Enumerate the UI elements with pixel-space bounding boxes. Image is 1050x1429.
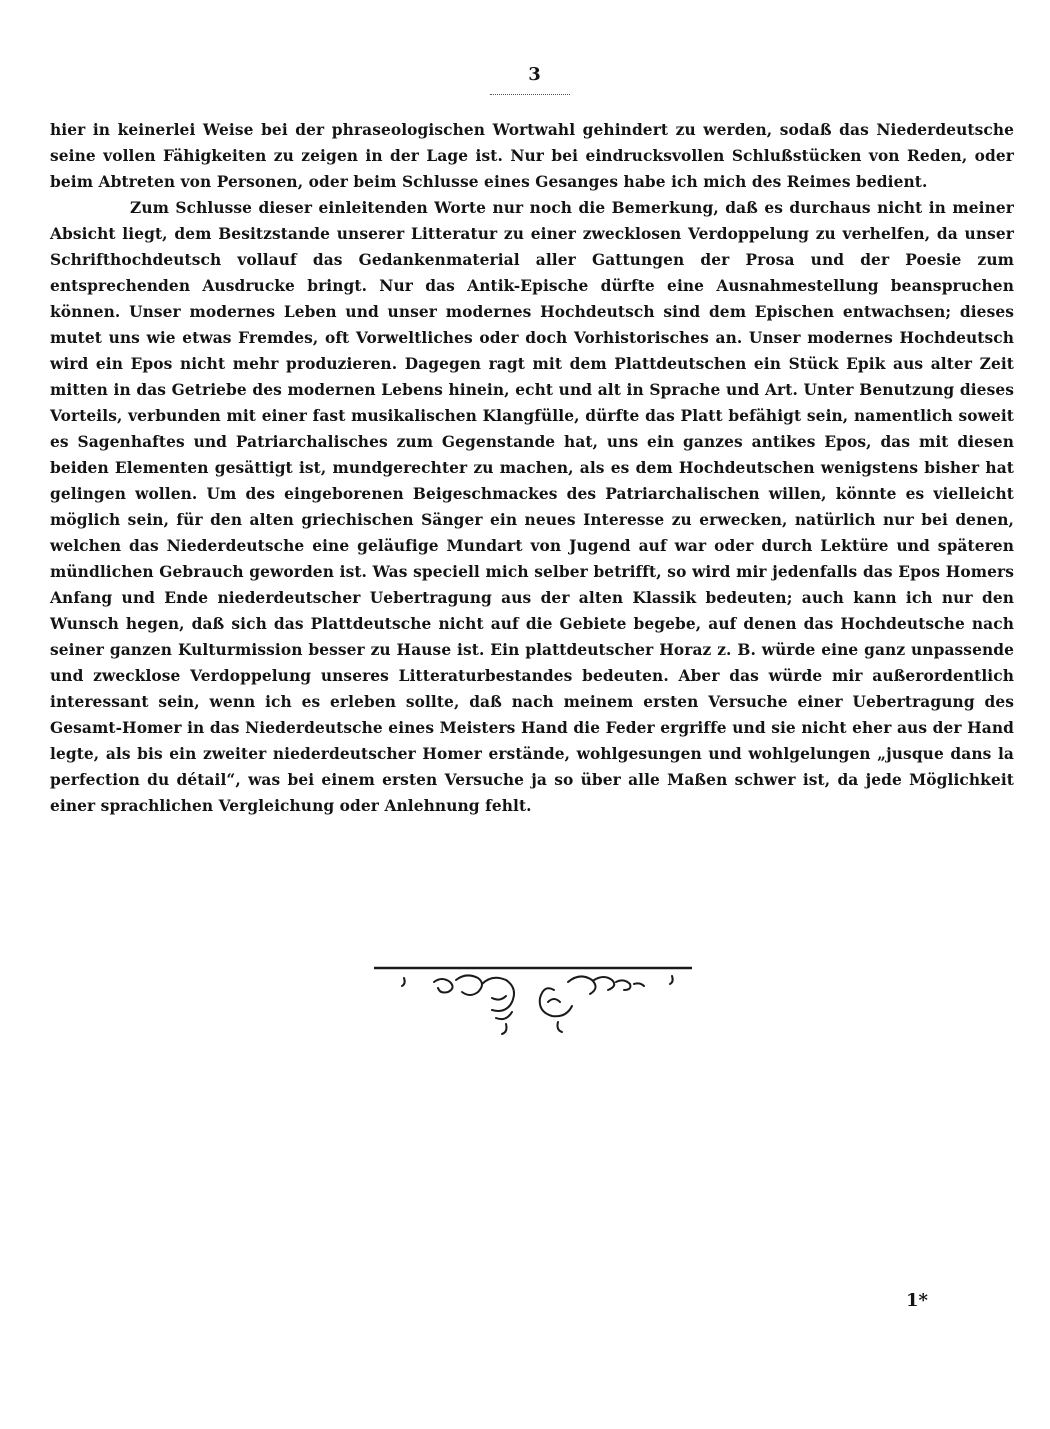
page-number-rule <box>490 94 570 99</box>
scroll-flourish-ornament <box>372 962 694 1038</box>
paragraph-1: hier in keinerlei Weise bei der phraseologischen Wortwahl gehindert zu werden, sodaß das Niederdeutsche seine vollen Fähigkeiten zu zeigen in der Lage ist. Nur bei eindrucksvollen Schlußstücken von Reden, oder beim Abtreten von Personen, oder beim Schlusse eines Gesanges habe ich mich des Reimes bedient. <box>50 121 1014 191</box>
signature-mark: 1* <box>906 1290 928 1311</box>
paragraph-2: Zum Schlusse dieser einleitenden Worte nur noch die Bemerkung, daß es durchaus nicht in meiner Absicht liegt, dem Besitzstande unserer Litteratur zu einer zwecklosen Verdoppelung zu verhelfen, da unser Schrifthochdeutsch vollauf das Gedankenmaterial aller Gattungen der Prosa und der Poesie zum entsprechenden Ausdrucke bringt. Nur das Antik-Epische dürfte eine Ausnahmestellung beanspruchen können. Unser modernes Leben und unser modernes Hochdeutsch sind dem Epischen entwachsen; dieses mutet uns wie etwas Fremdes, oft Vorweltliches oder doch Vorhistorisches an. Unser modernes Hochdeutsch wird ein Epos nicht mehr produzieren. Dagegen ragt mit dem Plattdeutschen ein Stück Epik aus alter Zeit mitten in das Getriebe des modernen Lebens hinein, echt und alt in Sprache und Art. Unter Benutzung dieses Vorteils, verbunden mit einer fast musikalischen Klangfülle, dürfte das Platt befähigt sein, namentlich soweit es Sagenhaftes und Patriarchalisches zum Gegenstande hat, uns ein ganzes antikes Epos, das mit diesen beiden Elementen gesättigt ist, mundgerechter zu machen, als es dem Hochdeutschen wenigstens bisher hat gelingen wollen. Um des eingeborenen Beigeschmackes des Patriarchalischen willen, könnte es vielleicht möglich sein, für den alten griechischen Sänger ein neues Interesse zu erwecken, natürlich nur bei denen, welchen das Niederdeutsche eine geläufige Mundart von Jugend auf war oder durch Lektüre und späteren mündlichen Gebrauch geworden ist. Was speciell mich selber betrifft, so wird mir jedenfalls das Epos Homers Anfang und Ende niederdeutscher Uebertragung aus der alten Klassik bedeuten; auch kann ich nur den Wunsch hegen, daß sich das Plattdeutsche nicht auf die Gebiete begebe, auf denen das Hochdeutsche nach seiner ganzen Kulturmission besser zu Hause ist. Ein plattdeutscher Horaz z. B. würde eine ganz unpassende und zwecklose Verdoppelung unseres Litteraturbestandes bedeuten. Aber das würde mir außerordentlich interessant sein, wenn ich es erleben sollte, daß nach meinem ersten Versuche einer Uebertragung des Gesamt-Homer in das Niederdeutsche eines Meisters Hand die Feder ergriffe und sie nicht eher aus der Hand legte, als bis ein zweiter niederdeutscher Homer erstände, wohlgesungen und wohlgelungen „jusque dans la perfection du détail“, was bei einem ersten Versuche ja so über alle Maßen schwer ist, da jede Möglichkeit einer sprachlichen Vergleichung oder Anlehnung fehlt. <box>50 199 1014 815</box>
body-text <box>50 117 1014 819</box>
page-number: 3 <box>528 64 542 85</box>
